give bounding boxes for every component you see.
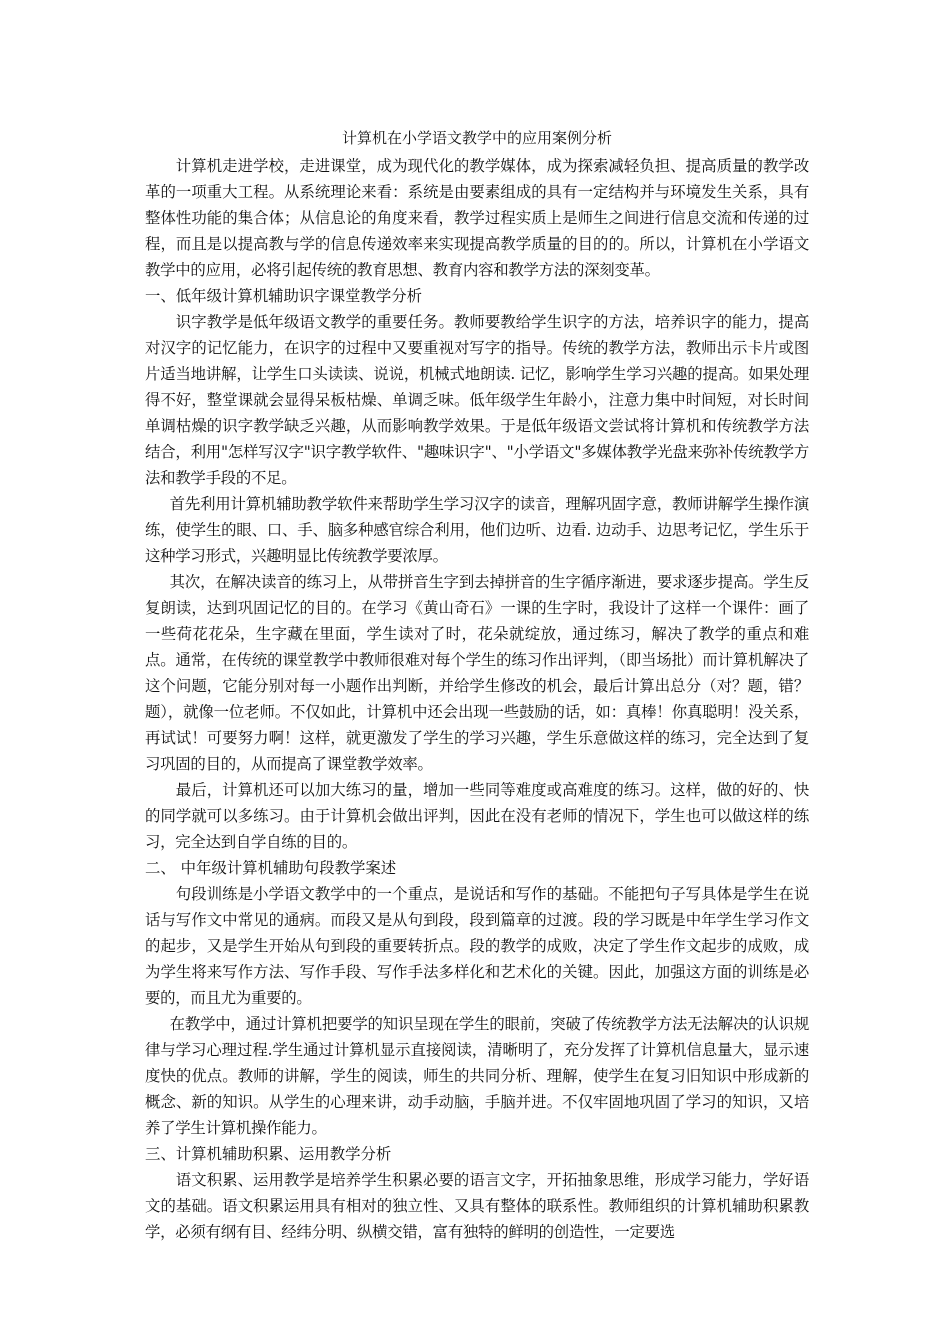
intro-paragraph: 计算机走进学校，走进课堂，成为现代化的教学媒体，成为探索减轻负担、提高质量的教学改革的一项重大工程。从系统理论来看：系统是由要素组成的具有一定结构并与环境发生关系，具有整体性功能的集合体；从信息论的角度来看，教学过程实质上是师生之间进行信息交流和传递的过程，而且是以提高教与学的信息传递效率来实现提高教学质量的目的的。所以，计算机在小学语文教学中的应用，必将引起传统的教育思想、教育内容和教学方法的深刻变革。 [145, 157, 809, 279]
document-page [145, 127, 809, 1245]
section-2-paragraph-2: 在教学中，通过计算机把要学的知识呈现在学生的眼前，突破了传统教学方法无法解决的认识规律与学习心理过程.学生通过计算机显示直接阅读，清晰明了，充分发挥了计算机信息量大，显示速度快的优点。教师的讲解，学生的阅读，师生的共同分析、理解，使学生在复习旧知识中形成新的概念、新的知识。从学生的心理来讲，动手动脑，手脑并进。不仅牢固地巩固了学习的知识，又培养了学生计算机操作能力。 [145, 1015, 809, 1137]
section-3-paragraph-1: 语文积累、运用教学是培养学生积累必要的语言文字，开拓抽象思维，形成学习能力，学好语文的基础。语文积累运用具有相对的独立性、又具有整体的联系性。教师组织的计算机辅助积累教学，必须有纲有目、经纬分明、纵横交错，富有独特的鲜明的创造性，一定要选 [145, 1171, 809, 1241]
document-title: 计算机在小学语文教学中的应用案例分析 [341, 129, 612, 147]
section-1-paragraph-3: 其次，在解决读音的练习上，从带拼音生字到去掉拼音的生字循序渐进，要求逐步提高。学生反复朗读，达到巩固记忆的目的。在学习《黄山奇石》一课的生字时，我设计了这样一个课件：画了一些荷花花朵，生字藏在里面，学生读对了时，花朵就绽放，通过练习，解决了教学的重点和难点。通常，在传统的课堂教学中教师很难对每个学生的练习作出评判，（即当场批）而计算机解决了这个问题，它能分别对每一小题作出判断，并给学生修改的机会，最后计算出总分（对？题，错？题），就像一位老师。不仅如此，计算机中还会出现一些鼓励的话，如：真棒！你真聪明！没关系，再试试！可要努力啊！这样，就更激发了学生的学习兴趣，学生乐意做这样的练习，完全达到了复习巩固的目的，从而提高了课堂教学效率。 [145, 573, 809, 773]
section-1-paragraph-2: 首先利用计算机辅助教学软件来帮助学生学习汉字的读音，理解巩固字意，教师讲解学生操作演练，使学生的眼、口、手、脑多种感官综合利用，他们边听、边看. 边动手、边思考记忆，学生乐于这种学习形式，兴趣明显比传统教学要浓厚。 [145, 495, 809, 565]
section-1-paragraph-1: 识字教学是低年级语文教学的重要任务。教师要教给学生识字的方法，培养识字的能力，提高对汉字的记忆能力，在识字的过程中又要重视对写字的指导。传统的教学方法，教师出示卡片或图片适当地讲解，让学生口头读读、说说，机械式地朗读. 记忆，影响学生学习兴趣的提高。如果处理得不好，整堂课就会显得呆板枯燥、单调乏味。低年级学生年龄小，注意力集中时间短，对长时间单调枯燥的识字教学缺乏兴趣，从而影响教学效果。于是低年级语文尝试将计算机和传统教学方法结合，利用"怎样写汉字"识字教学软件、"趣味识字"、"小学语文"多媒体教学光盘来弥补传统教学方法和教学手段的不足。 [145, 313, 809, 487]
section-1-heading: 一、低年级计算机辅助识字课堂教学分析 [145, 287, 423, 305]
section-1-paragraph-4: 最后，计算机还可以加大练习的量，增加一些同等难度或高难度的练习。这样，做的好的、快的同学就可以多练习。由于计算机会做出评判，因此在没有老师的情况下，学生也可以做这样的练习，完全达到自学自练的目的。 [145, 781, 809, 851]
section-3-heading: 三、计算机辅助积累、运用教学分析 [145, 1145, 392, 1163]
section-2-paragraph-1: 句段训练是小学语文教学中的一个重点，是说话和写作的基础。不能把句子写具体是学生在说话与写作文中常见的通病。而段又是从句到段，段到篇章的过渡。段的学习既是中年学生学习作文的起步，又是学生开始从句到段的重要转折点。段的教学的成败，决定了学生作文起步的成败，成为学生将来写作方法、写作手段、写作手法多样化和艺术化的关键。因此，加强这方面的训练是必要的，而且尤为重要的。 [145, 885, 809, 1007]
section-2-heading: 二、 中年级计算机辅助句段教学案述 [145, 859, 397, 877]
